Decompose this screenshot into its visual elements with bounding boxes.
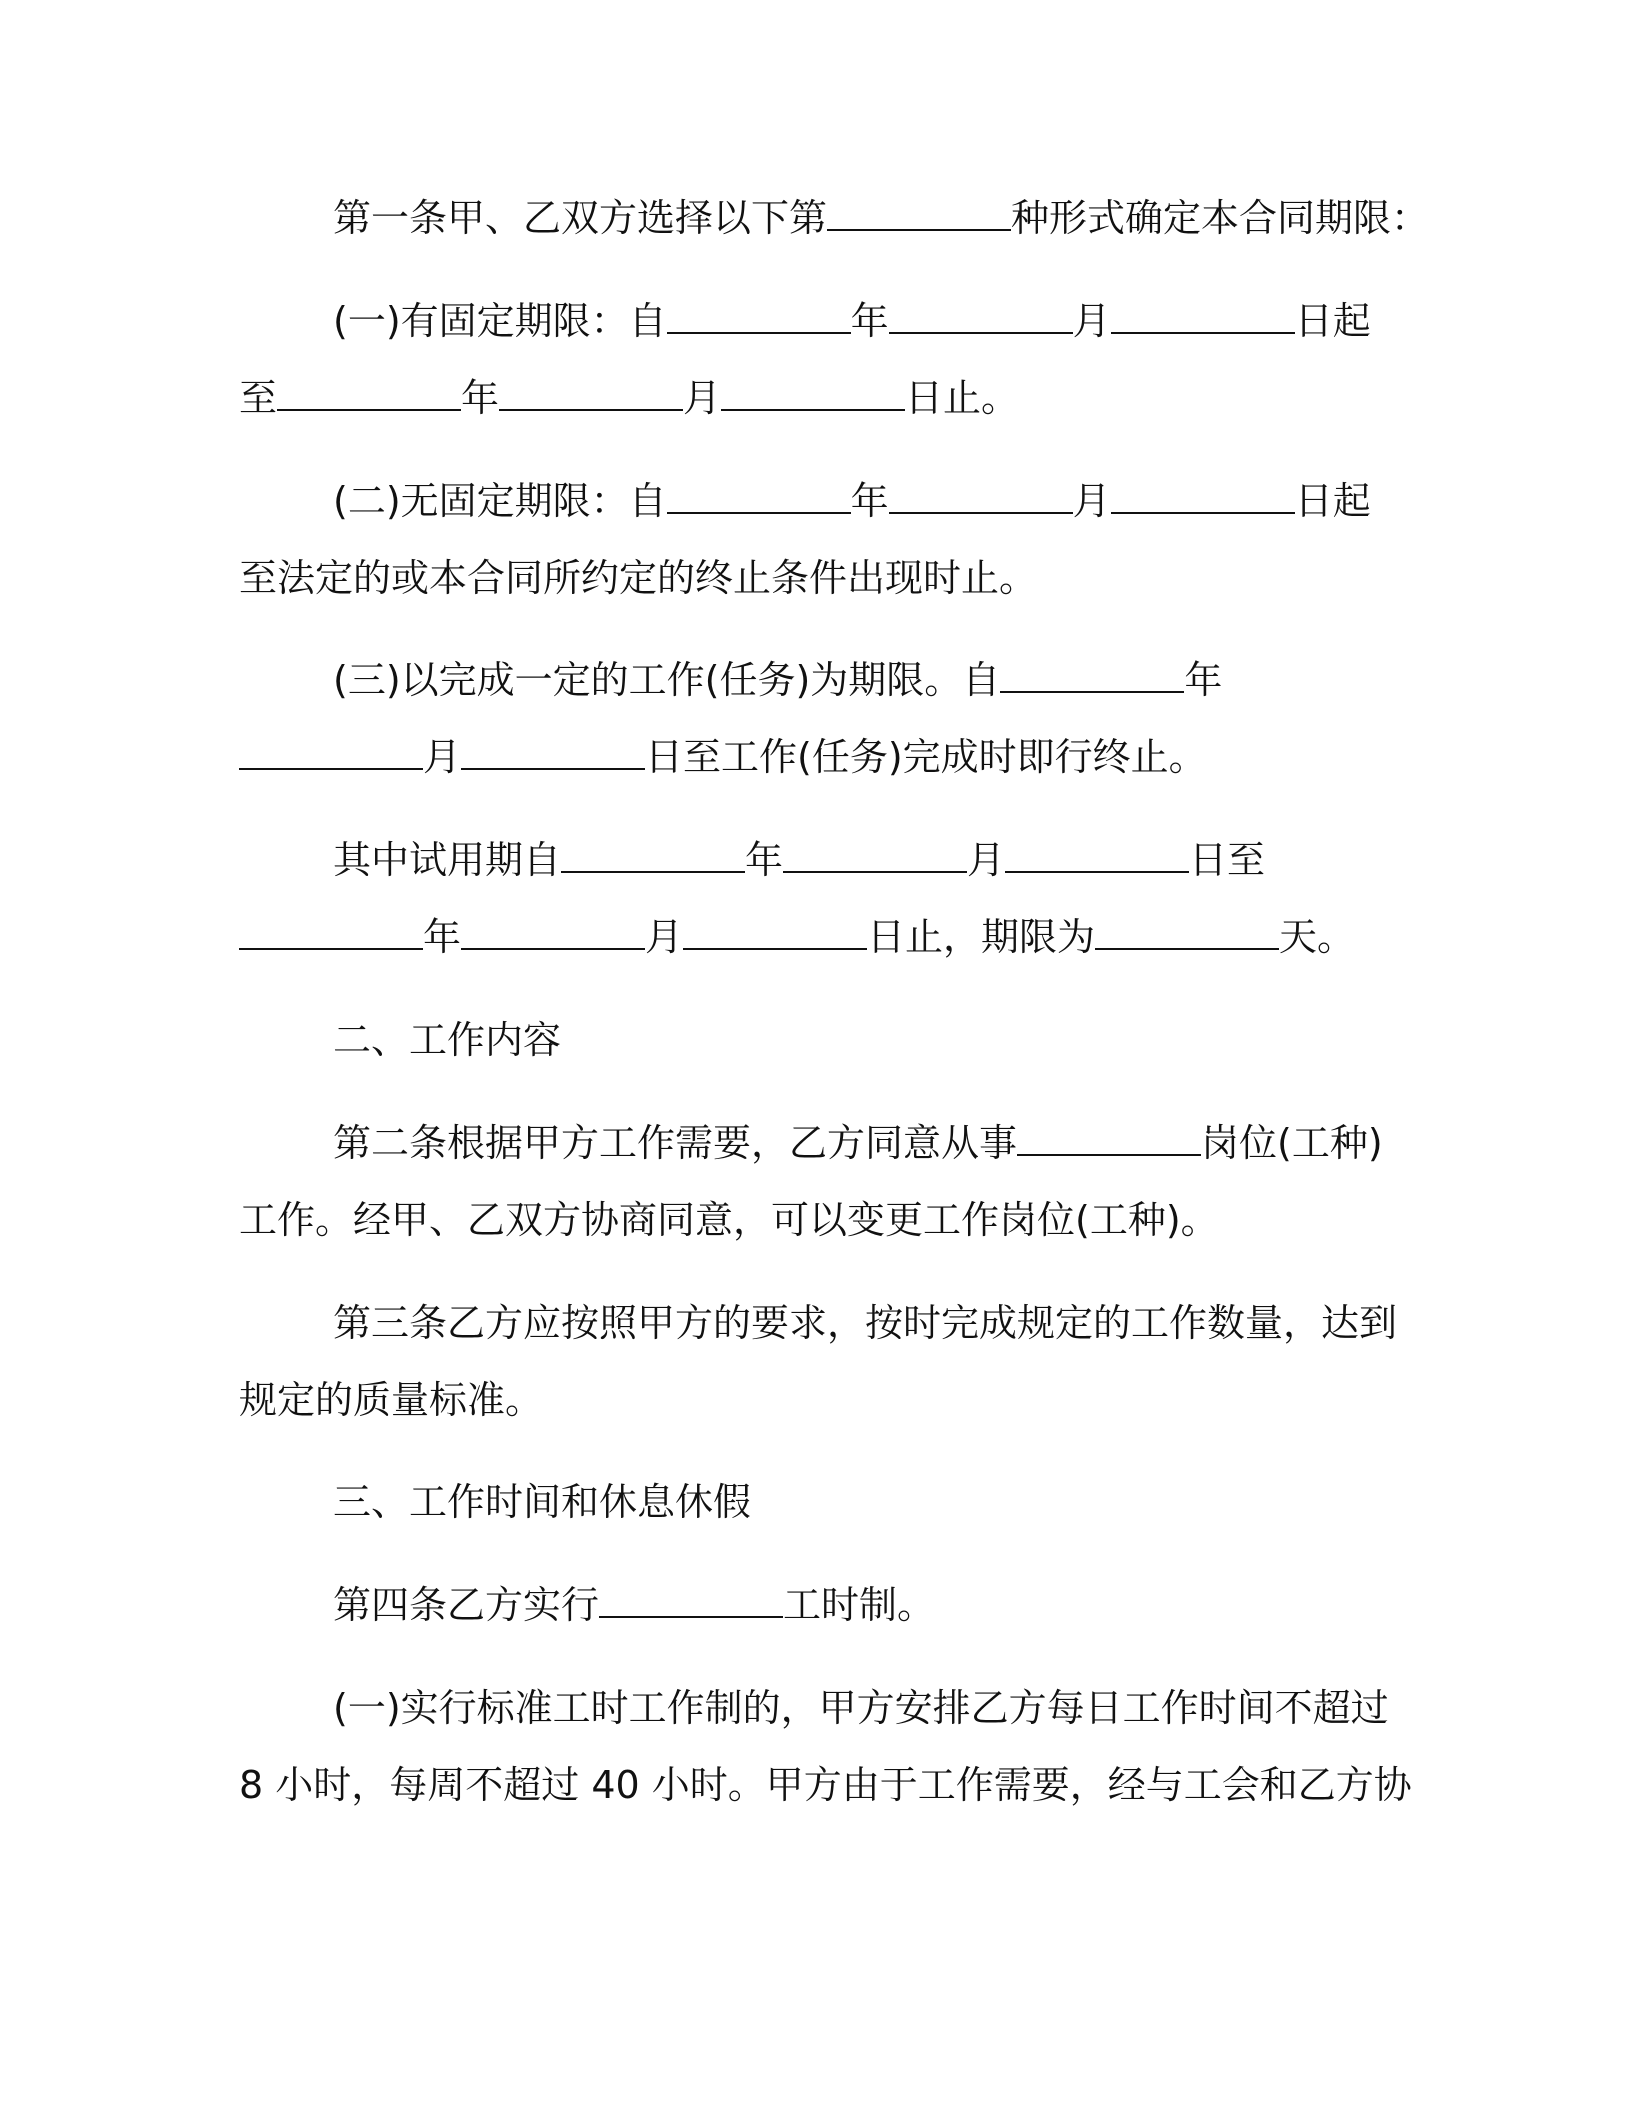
fixed-term-line-1 — [333, 296, 1371, 346]
probation-day-to: 日至 — [1189, 838, 1266, 882]
month-label: 月 — [1072, 479, 1111, 523]
blank-field[interactable] — [1111, 296, 1295, 334]
task-term-line-2 — [239, 732, 1207, 782]
probation-label: 其中试用期自 — [333, 838, 562, 882]
month-label: 月 — [1072, 299, 1111, 343]
section2-heading — [333, 1015, 561, 1065]
to-label: 至 — [239, 376, 278, 420]
task-term-line-1 — [333, 655, 1222, 705]
blank-field[interactable] — [499, 373, 683, 411]
clause3-line-2 — [239, 1375, 543, 1425]
month-label: 月 — [967, 838, 1006, 882]
open-term-line-1 — [333, 476, 1371, 526]
fixed-term-line-2 — [239, 373, 1019, 423]
standard-hours-text: (一)实行标准工时工作制的，甲方安排乙方每日工作时间不超过 — [333, 1686, 1389, 1730]
blank-field[interactable] — [889, 476, 1073, 514]
clause2-line-2 — [239, 1195, 1219, 1245]
day-start-label: 日起 — [1294, 479, 1371, 523]
blank-field[interactable] — [1111, 476, 1295, 514]
blank-field[interactable] — [827, 193, 1011, 231]
standard-hours-line-2 — [239, 1760, 1412, 1810]
blank-field[interactable] — [461, 732, 645, 770]
clause2-text-end: 工作。经甲、乙双方协商同意，可以变更工作岗位(工种)。 — [239, 1198, 1219, 1242]
blank-field[interactable] — [667, 476, 851, 514]
year-label: 年 — [850, 299, 889, 343]
blank-field[interactable] — [239, 732, 423, 770]
clause1-intro-text-end: 种形式确定本合同期限： — [1011, 196, 1430, 240]
day-end-label: 日止。 — [905, 376, 1020, 420]
standard-hours-text-cont: 8 小时，每周不超过 40 小时。甲方由于工作需要，经与工会和乙方协 — [239, 1763, 1412, 1807]
month-label: 月 — [683, 376, 722, 420]
standard-hours-line-1 — [333, 1683, 1389, 1733]
blank-field[interactable] — [599, 1580, 783, 1618]
blank-field[interactable] — [1005, 835, 1189, 873]
day-start-label: 日起 — [1294, 299, 1371, 343]
open-term-line-2 — [239, 553, 1037, 603]
clause3-text-end: 规定的质量标准。 — [239, 1378, 544, 1422]
blank-field[interactable] — [277, 373, 461, 411]
fixed-term-label: (一)有固定期限：自 — [333, 299, 667, 343]
year-label: 年 — [850, 479, 889, 523]
probation-day-end: 日止，期限为 — [867, 915, 1096, 959]
blank-field[interactable] — [783, 835, 967, 873]
blank-field[interactable] — [461, 912, 645, 950]
task-term-end: 日至工作(任务)完成时即行终止。 — [645, 735, 1207, 779]
clause3-text: 第三条乙方应按照甲方的要求，按时完成规定的工作数量，达到 — [333, 1301, 1398, 1345]
year-label: 年 — [423, 915, 462, 959]
open-term-end: 至法定的或本合同所约定的终止条件出现时止。 — [239, 556, 1038, 600]
clause2-line-1 — [333, 1118, 1383, 1168]
days-label: 天。 — [1279, 915, 1356, 959]
open-term-label: (二)无固定期限：自 — [333, 479, 667, 523]
clause2-text: 第二条根据甲方工作需要，乙方同意从事 — [333, 1121, 1018, 1165]
task-term-label: (三)以完成一定的工作(任务)为期限。自 — [333, 658, 1001, 702]
blank-field[interactable] — [561, 835, 745, 873]
section2-heading-text: 二、工作内容 — [333, 1018, 562, 1062]
clause1-intro-line — [333, 193, 1429, 243]
blank-field[interactable] — [889, 296, 1073, 334]
clause4-line — [333, 1580, 935, 1630]
section3-heading-text: 三、工作时间和休息休假 — [333, 1480, 752, 1524]
blank-field[interactable] — [1095, 912, 1279, 950]
clause4-text-end: 工时制。 — [783, 1583, 936, 1627]
blank-field[interactable] — [683, 912, 867, 950]
year-label: 年 — [745, 838, 784, 882]
clause3-line-1 — [333, 1298, 1397, 1348]
probation-line-1 — [333, 835, 1265, 885]
blank-field[interactable] — [1000, 655, 1184, 693]
clause1-intro-text: 第一条甲、乙双方选择以下第 — [333, 196, 828, 240]
month-label: 月 — [645, 915, 684, 959]
blank-field[interactable] — [1017, 1118, 1201, 1156]
blank-field[interactable] — [667, 296, 851, 334]
year-label: 年 — [461, 376, 500, 420]
blank-field[interactable] — [721, 373, 905, 411]
blank-field[interactable] — [239, 912, 423, 950]
month-label: 月 — [423, 735, 462, 779]
year-label: 年 — [1184, 658, 1223, 702]
clause4-text: 第四条乙方实行 — [333, 1583, 600, 1627]
probation-line-2 — [239, 912, 1355, 962]
section3-heading — [333, 1477, 751, 1527]
clause2-post: 岗位(工种) — [1201, 1121, 1383, 1165]
